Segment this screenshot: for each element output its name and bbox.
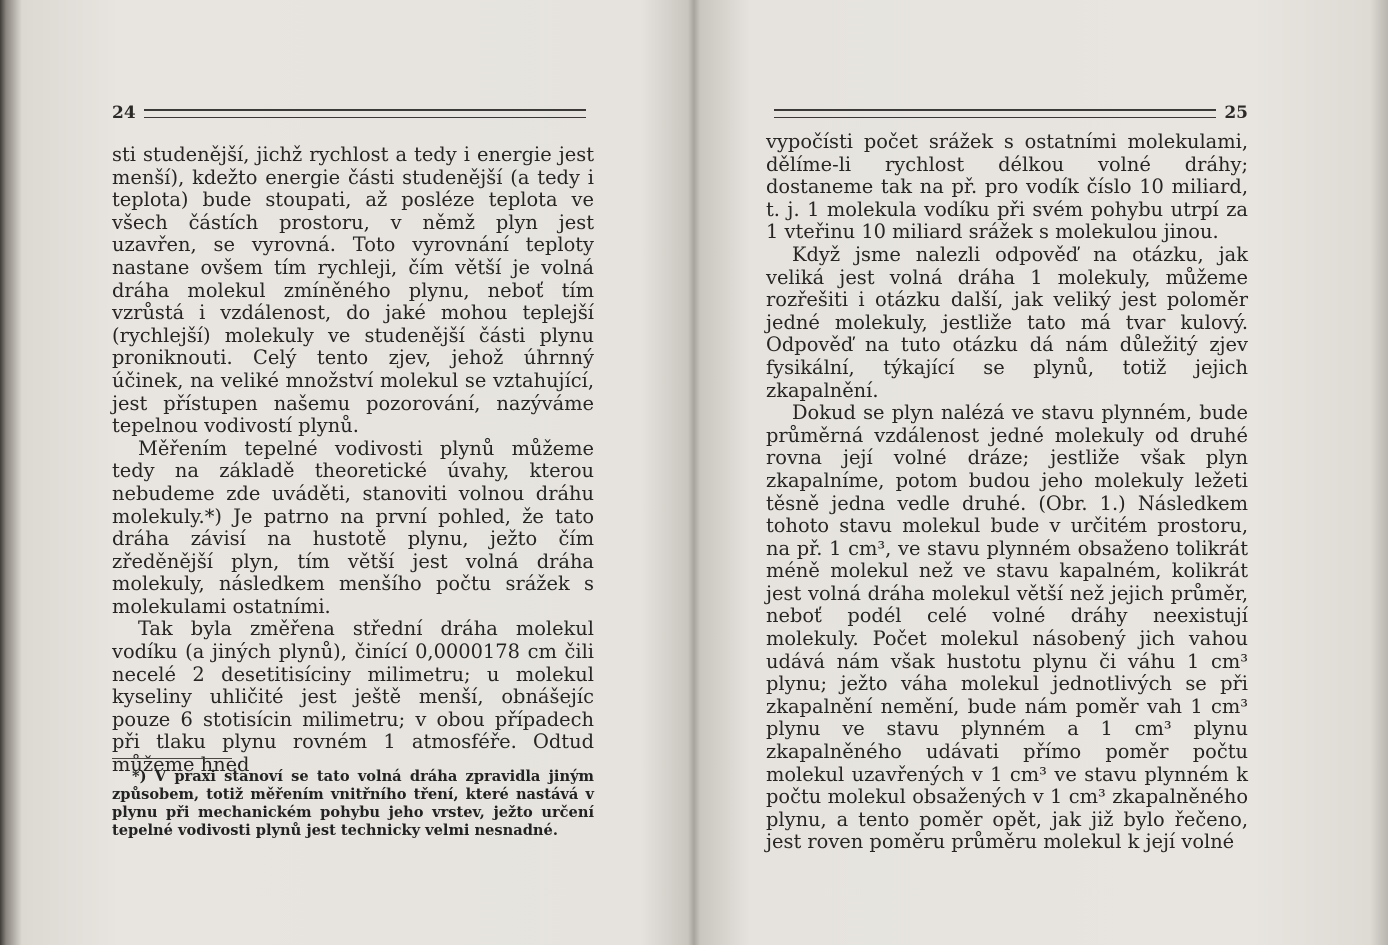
body-text (112, 144, 594, 777)
footnote-text: *) V praxi stanoví se tato volná dráha zpravidla jiným způsobem, totiž měřením vnitřního tření, které nastává v plynu při mechanickém pohybu jeho vrstev, ježto určení tepelné vodivosti plynů jest technicky velmi nesnadné. (112, 768, 594, 839)
page-number: 25 (1224, 103, 1248, 123)
footnote (112, 768, 594, 840)
paragraph: sti studenější, jichž rychlost a tedy i energie jest menší), kdežto energie části studenější (a tedy i teplota) bude stoupati, až posléze teplota ve všech částích prostoru, v němž plyn jest uzavřen, se vyrovná. Toto vyrovnání teploty nastane ovšem tím rychleji, čím větší je volná dráha molekul zmíněného plynu, neboť tím vzrůstá i vzdálenost, do jaké mohou teplejší (rychlejší) molekuly ve studenější části plynu proniknouti. Celý tento zjev, jehož úhrnný účinek, na veliké množství molekul se vztahující, jest přístupen našemu pozorování, nazýváme tepelnou vodivostí plynů. (112, 143, 594, 438)
page-number: 24 (112, 103, 136, 123)
paragraph: Když jsme nalezli odpověď na otázku, jak veliká jest volná dráha 1 molekuly, můžeme rozřešiti i otázku další, jak veliký jest poloměr jedné molekuly, jestliže tato má tvar kulový. Odpověď na tuto otázku dá nám důležitý zjev fysikální, týkající se plynů, totiž jejich zkapalnění. (766, 242, 1248, 402)
header-rule (774, 109, 1216, 118)
paragraph: Dokud se plyn nalézá ve stavu plynném, bude průměrná vzdálenost jedné molekuly od druhé rovna její volné dráze; jestliže však plyn zkapalníme, potom budou jeho molekuly ležeti těsně jedna vedle druhé. (Obr. 1.) Následkem tohoto stavu molekul bude v určitém prostoru, na př. 1 cm³, ve stavu plynném obsaženo tolikrát méně molekul než ve stavu kapalném, kolikrát jest volná dráha molekul větší než jejich průměr, neboť podél celé volné dráhy neexistují molekuly. Počet molekul násobený jich vahou udává nám však hustotu plynu či váhu 1 cm³ plynu; ježto váha molekul jednotlivých se při zkapalnění nemění, bude nám poměr vah 1 cm³ plynu ve stavu plynném a 1 cm³ plynu zkapalněného udávati přímo poměr počtu molekul uzavřených v 1 cm³ ve stavu plynném k počtu molekul obsažených v 1 cm³ zkapalněného plynu, a tento poměr opět, jak již bylo řečeno, jest roven poměru průměru molekul k její volné (766, 401, 1248, 854)
header-rule (144, 109, 586, 118)
paragraph: Měřením tepelné vodivosti plynů můžeme tedy na základě theoretické úvahy, kterou nebudeme zde uváděti, stanoviti volnou dráhu molekuly.*) Je patrno na první pohled, že tato dráha závisí na hustotě plynu, ježto čím zředěnější plyn, tím větší jest volná dráha molekuly, následkem menšího počtu srážek s molekulami ostatními. (112, 436, 594, 618)
page-header (766, 103, 1248, 123)
right-page (694, 0, 1388, 945)
footnote-rule (112, 758, 232, 759)
paragraph: vypočísti počet srážek s ostatními molekulami, dělíme-li rychlost délkou volné dráhy; dostaneme tak na př. pro vodík číslo 10 miliard, t. j. 1 molekula vodíku při svém pohybu utrpí za 1 vteřinu 10 miliard srážek s molekulou jinou. (766, 130, 1248, 244)
page-header (112, 103, 594, 123)
body-text (766, 131, 1248, 854)
paragraph: Tak byla změřena střední dráha molekul vodíku (a jiných plynů), činící 0,0000178 cm čili necelé 2 desetitisíciny milimetru; u molekul kyseliny uhličité jest ještě menší, obnášejíc pouze 6 stotisícin milimetru; v obou případech při tlaku plynu rovném 1 atmosféře. Odtud můžeme hned (112, 617, 594, 777)
